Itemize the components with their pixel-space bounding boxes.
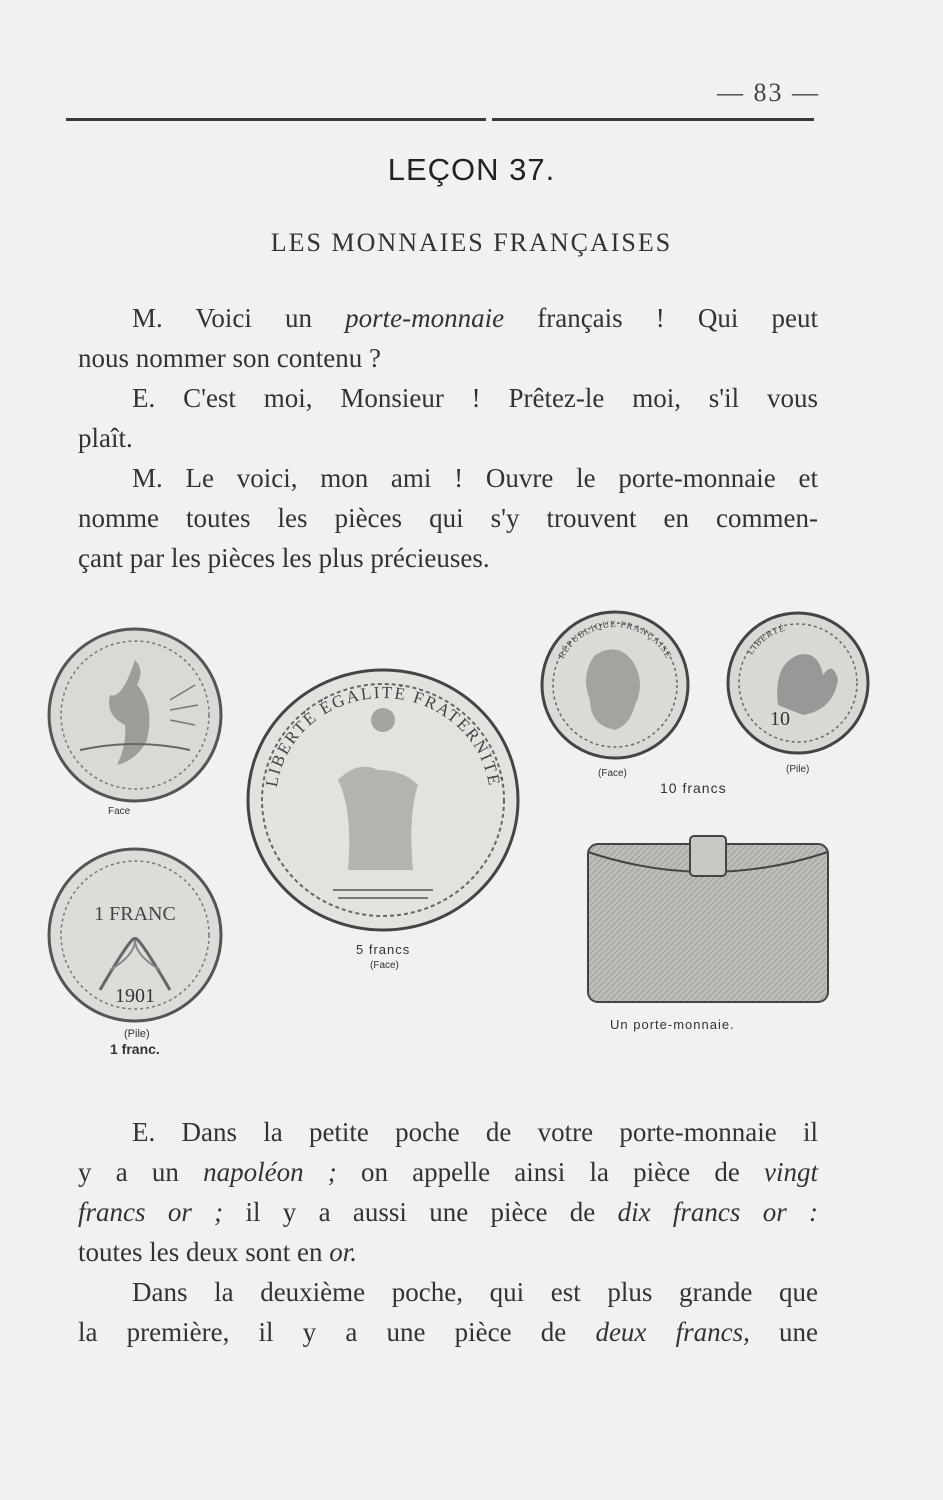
one-franc-pile-caption: (Pile) bbox=[124, 1028, 150, 1040]
italic-term: francs or ; bbox=[78, 1197, 224, 1227]
ten-francs-pile-caption: (Pile) bbox=[786, 764, 810, 775]
ten-francs-label: 10 francs bbox=[660, 780, 727, 796]
italic-term: vingt bbox=[764, 1157, 819, 1187]
text-line: E. Dans la petite poche de votre porte-monnaie il bbox=[132, 1117, 818, 1147]
header-rule-left bbox=[66, 118, 486, 121]
five-francs-face-caption: (Face) bbox=[370, 960, 399, 971]
ten-francs-coin-face-illustration bbox=[535, 605, 695, 765]
italic-term: napoléon ; bbox=[203, 1157, 337, 1187]
lesson-subtitle: LES MONNAIES FRANÇAISES bbox=[270, 228, 673, 257]
five-francs-coin-illustration bbox=[238, 660, 528, 940]
text-line: M. Le voici, mon ami ! Ouvre le porte-monnaie et bbox=[132, 463, 818, 493]
text-line: çant par les pièces les plus précieuses. bbox=[78, 543, 490, 573]
one-franc-label: 1 franc. bbox=[110, 1041, 160, 1057]
text-line: Dans la deuxième poche, qui est plus grande que bbox=[132, 1277, 818, 1307]
italic-term: or. bbox=[329, 1237, 357, 1267]
text-line: nomme toutes les pièces qui s'y trouvent en commen- bbox=[78, 503, 818, 533]
one-franc-coin-pile-illustration bbox=[40, 840, 230, 1030]
ten-francs-face-caption: (Face) bbox=[598, 768, 627, 779]
header-rule-right bbox=[492, 118, 814, 121]
lesson-title: LEÇON 37. bbox=[387, 152, 556, 187]
five-francs-coin-legend: LIBERTÉ ÉGALITÉ FRATERNITÉ bbox=[261, 682, 505, 789]
text-line: francs or ; il y a aussi une pièce de dix francs or : bbox=[78, 1197, 819, 1227]
ten-francs-coin-legend: RÉPUBLIQUE FRANÇAISE bbox=[556, 618, 674, 661]
ten-francs-coin-pile-legend: LIBERTÉ bbox=[744, 622, 787, 657]
one-franc-face-caption: Face bbox=[108, 806, 131, 817]
intro-paragraph bbox=[78, 298, 818, 578]
text-line: nous nommer son contenu ? bbox=[78, 343, 381, 373]
one-franc-coin-face-illustration bbox=[40, 620, 230, 810]
italic-term: dix francs or : bbox=[617, 1197, 819, 1227]
page-number: — 83 — bbox=[717, 78, 820, 107]
text-line: la première, il y a une pièce de deux francs, une bbox=[78, 1317, 818, 1347]
text-line: E. C'est moi, Monsieur ! Prêtez-le moi, s'il vous bbox=[132, 383, 818, 413]
one-franc-coin-year: 1901 bbox=[115, 985, 155, 1007]
text-line: plaît. bbox=[78, 423, 133, 453]
ten-francs-coin-value: 10 bbox=[770, 708, 790, 730]
ten-francs-coin-pile-illustration bbox=[718, 605, 878, 765]
text-line: M. Voici un porte-monnaie français ! Qui peut bbox=[132, 303, 819, 333]
wallet-caption: Un porte-monnaie. bbox=[610, 1017, 735, 1032]
wallet-illustration bbox=[580, 832, 835, 1007]
five-francs-label: 5 francs bbox=[356, 942, 411, 957]
italic-term: porte-monnaie bbox=[345, 303, 505, 333]
one-franc-coin-legend: 1 FRANC bbox=[94, 903, 176, 925]
body-paragraph bbox=[78, 1112, 818, 1352]
text-line: toutes les deux sont en or. bbox=[78, 1237, 357, 1267]
italic-term: deux francs, bbox=[595, 1317, 750, 1347]
text-line: y a un napoléon ; on appelle ainsi la pièce de vingt bbox=[78, 1157, 819, 1187]
